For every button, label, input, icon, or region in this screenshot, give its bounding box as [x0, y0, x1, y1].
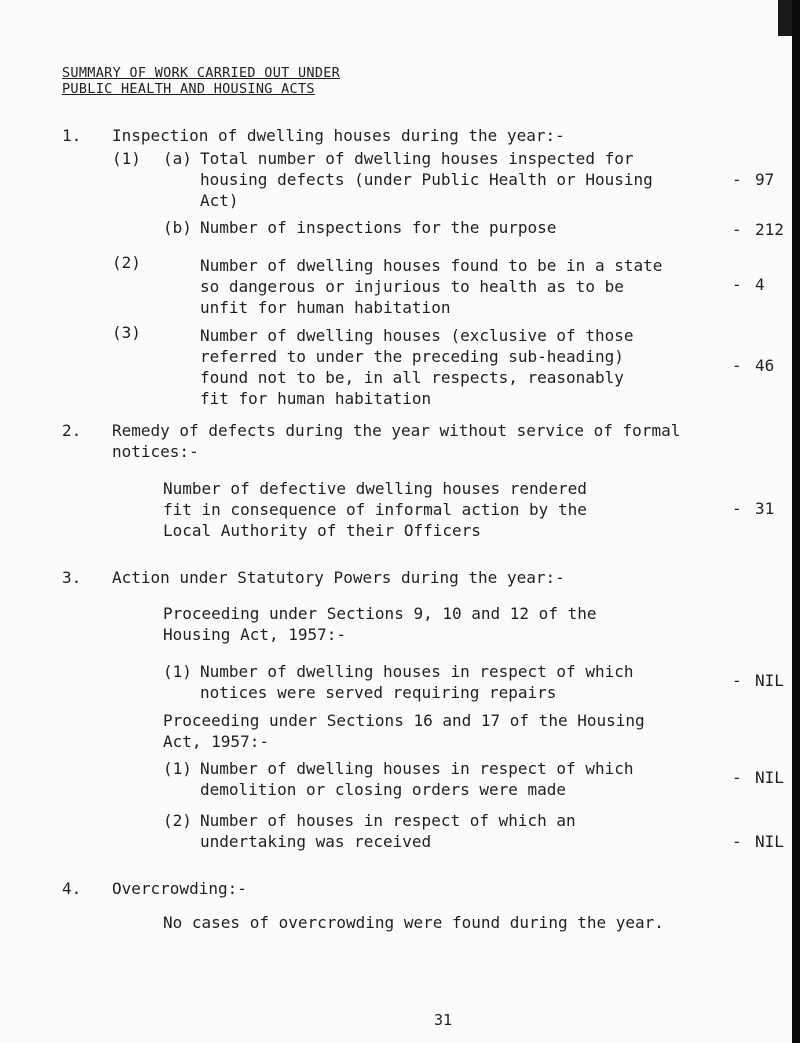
proceeding-2-item-1-label: (1)	[163, 759, 192, 778]
scan-edge	[792, 0, 800, 1043]
section-2-line: Number of defective dwelling houses rendered	[163, 479, 587, 498]
section-2-line: fit in consequence of informal action by the	[163, 500, 587, 519]
dash: -	[732, 220, 742, 239]
proceeding-2-item-1-text	[200, 758, 633, 800]
proceeding-2-item-2-label: (2)	[163, 811, 192, 830]
proceeding-1-line: Housing Act, 1957:-	[163, 625, 347, 644]
dash: -	[732, 275, 742, 294]
item-1a-text	[200, 148, 653, 211]
section-1-title: Inspection of dwelling houses during the year:-	[112, 126, 565, 145]
section-4-title: Overcrowding:-	[112, 879, 247, 898]
item-1b-value: 212	[755, 220, 784, 239]
section-3-number: 3.	[62, 568, 82, 587]
dash: -	[732, 832, 742, 851]
item-1b-text: Number of inspections for the purpose	[200, 218, 557, 237]
dash: -	[732, 499, 742, 518]
section-3-proceeding-1	[163, 603, 596, 645]
section-1-number: 1.	[62, 126, 82, 145]
item-1-number: (1)	[112, 149, 141, 168]
item-2-number: (2)	[112, 253, 141, 272]
section-2-number: 2.	[62, 421, 82, 440]
section-4-number: 4.	[62, 879, 82, 898]
item-3-line: found not to be, in all respects, reasonably	[200, 368, 624, 387]
item-3-text	[200, 325, 633, 409]
section-2-line: Local Authority of their Officers	[163, 521, 481, 540]
proceeding-2-item-2-line: undertaking was received	[200, 832, 432, 851]
item-1a-value: 97	[755, 170, 775, 189]
proceeding-2-item-2-text	[200, 810, 576, 852]
proceeding-2-item-1-line: Number of dwelling houses in respect of which	[200, 759, 634, 778]
title-line-2: PUBLIC HEALTH AND HOUSING ACTS	[62, 81, 315, 97]
item-3-value: 46	[755, 356, 775, 375]
proceeding-2-item-2-value: NIL	[755, 832, 784, 851]
proceeding-2-item-2-line: Number of houses in respect of which an	[200, 811, 576, 830]
section-2-title-line: Remedy of defects during the year without service of formal	[112, 421, 681, 440]
item-2-line: Number of dwelling houses found to be in a state	[200, 256, 663, 275]
item-1b-label: (b)	[163, 218, 192, 237]
proceeding-2-item-1-line: demolition or closing orders were made	[200, 780, 567, 799]
dash: -	[732, 671, 742, 690]
page-number: 31	[434, 1011, 453, 1029]
item-1a-line: Act)	[200, 191, 239, 210]
section-3-title: Action under Statutory Powers during the year:-	[112, 568, 565, 587]
proceeding-2-line: Proceeding under Sections 16 and 17 of the Housing	[163, 711, 645, 730]
proceeding-1-item-line: notices were served requiring repairs	[200, 683, 557, 702]
proceeding-1-item-line: Number of dwelling houses in respect of which	[200, 662, 634, 681]
dash: -	[732, 170, 742, 189]
scan-edge-corner	[778, 0, 792, 36]
item-1a-label: (a)	[163, 149, 192, 168]
section-2-title	[112, 420, 680, 462]
proceeding-2-line: Act, 1957:-	[163, 732, 269, 751]
item-3-line: Number of dwelling houses (exclusive of those	[200, 326, 634, 345]
item-1a-line: housing defects (under Public Health or Housing	[200, 170, 653, 189]
proceeding-2-item-1-value: NIL	[755, 768, 784, 787]
proceeding-1-line: Proceeding under Sections 9, 10 and 12 of the	[163, 604, 597, 623]
dash: -	[732, 768, 742, 787]
item-3-line: referred to under the preceding sub-heading)	[200, 347, 624, 366]
proceeding-1-item-value: NIL	[755, 671, 784, 690]
dash: -	[732, 356, 742, 375]
section-2-text	[163, 478, 587, 541]
item-3-line: fit for human habitation	[200, 389, 432, 408]
proceeding-1-item-label: (1)	[163, 662, 192, 681]
item-2-line: unfit for human habitation	[200, 298, 451, 317]
item-2-value: 4	[755, 275, 765, 294]
item-2-text	[200, 255, 662, 318]
section-4-text: No cases of overcrowding were found during the year.	[163, 913, 664, 932]
item-2-line: so dangerous or injurious to health as to be	[200, 277, 624, 296]
title-line-1: SUMMARY OF WORK CARRIED OUT UNDER	[62, 65, 341, 81]
proceeding-1-item-text	[200, 661, 633, 703]
section-2-title-line: notices:-	[112, 442, 199, 461]
item-3-number: (3)	[112, 323, 141, 342]
section-2-value: 31	[755, 499, 775, 518]
item-1a-line: Total number of dwelling houses inspected for	[200, 149, 634, 168]
section-3-proceeding-2	[163, 710, 645, 752]
